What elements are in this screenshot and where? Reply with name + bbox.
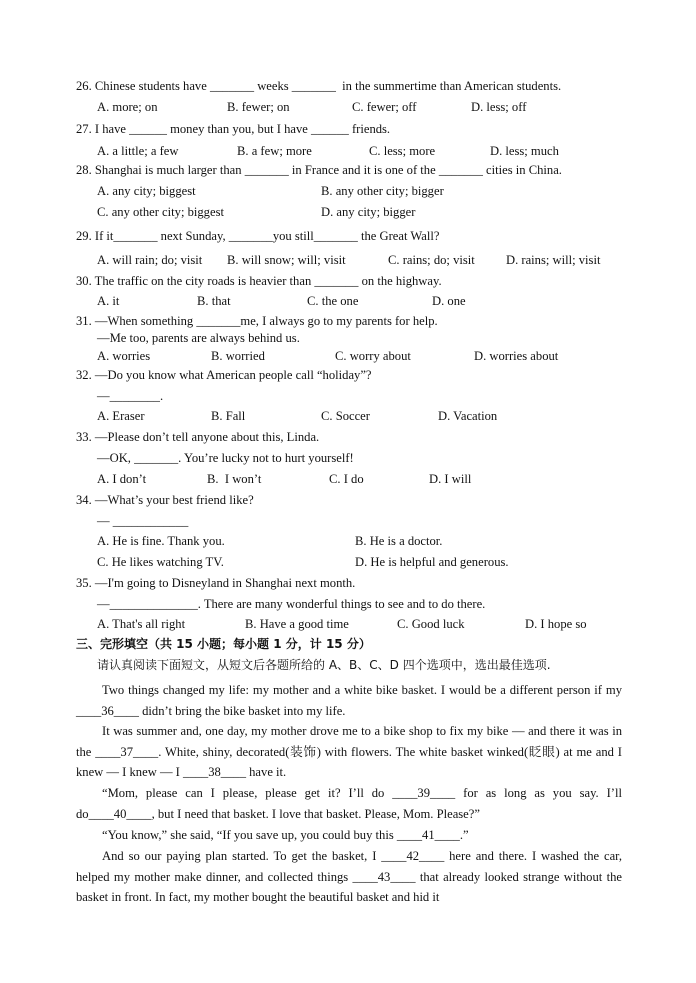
q34-option-a[interactable]: A. He is fine. Thank you. [97,534,225,548]
q31-option-d[interactable]: D. worries about [474,349,559,363]
passage-paragraph-5: And so our paying plan started. To get the basket, I ____42____ here and there. I washed the car, helped my mother make dinner, and collected things ____43____ that already looked strange without the basket in front. In fact, my mother bought the beautiful basket and hid it [76,849,622,904]
q31-option-a[interactable]: A. worries [97,349,151,363]
section-instruction: 请认真阅读下面短文，从短文后各题所给的 A、B、C、D 四个选项中，选出最佳选项. [97,658,551,672]
q28-option-c[interactable]: C. any other city; biggest [97,205,224,219]
q29-option-b[interactable]: B. will snow; will; visit [227,253,346,267]
q28-option-d[interactable]: D. any city; bigger [321,205,416,219]
q30-option-a[interactable]: A. it [97,294,120,308]
question-31-reply: —Me too, parents are always behind us. [97,331,300,345]
q34-option-d[interactable]: D. He is helpful and generous. [355,555,509,569]
question-33-stem: 33. —Please don’t tell anyone about this, Linda. [76,430,320,444]
q29-option-c[interactable]: C. rains; do; visit [388,253,475,267]
q28-option-b[interactable]: B. any other city; bigger [321,184,444,198]
q29-option-d[interactable]: D. rains; will; visit [506,253,601,267]
q33-option-d[interactable]: D. I will [429,472,472,486]
question-31-stem: 31. —When something _______me, I always go to my parents for help. [76,314,438,328]
q33-option-c[interactable]: C. I do [329,472,364,486]
question-29-stem: 29. If it_______ next Sunday, _______you still_______ the Great Wall? [76,229,440,243]
q27-option-d[interactable]: D. less; much [490,144,559,158]
question-32-reply: —________. [97,389,164,403]
passage-paragraph-1: Two things changed my life: my mother and a white bike basket. I would be a different person if my ____36____ didn’t bring the bike basket into my life. [76,683,622,718]
q30-option-d[interactable]: D. one [432,294,466,308]
question-35-reply: —______________. There are many wonderful things to see and to do there. [97,597,486,611]
q26-option-c[interactable]: C. fewer; off [352,100,417,114]
question-33-reply: —OK, _______. You’re lucky not to hurt yourself! [97,451,354,465]
q34-option-b[interactable]: B. He is a doctor. [355,534,443,548]
q26-option-a[interactable]: A. more; on [97,100,158,114]
question-34-reply: — ____________ [97,514,189,528]
question-32-stem: 32. —Do you know what American people call “holiday”? [76,368,372,382]
q30-option-b[interactable]: B. that [197,294,231,308]
q35-option-b[interactable]: B. Have a good time [245,617,349,631]
q32-option-a[interactable]: A. Eraser [97,409,145,423]
q35-option-d[interactable]: D. I hope so [525,617,587,631]
q32-option-b[interactable]: B. Fall [211,409,246,423]
q27-option-a[interactable]: A. a little; a few [97,144,179,158]
q27-option-b[interactable]: B. a few; more [237,144,312,158]
q35-option-a[interactable]: A. That's all right [97,617,186,631]
question-27-stem: 27. I have ______ money than you, but I have ______ friends. [76,122,391,136]
q32-option-c[interactable]: C. Soccer [321,409,370,423]
q33-option-b[interactable]: B. I won’t [207,472,262,486]
q33-option-a[interactable]: A. I don’t [97,472,147,486]
passage-paragraph-3: “Mom, please can I please, please get it? I’ll do ____39____ for as long as you say. I’ll do____40____, but I need that basket. I love that basket. Please, Mom. Please?” [76,786,622,821]
q27-option-c[interactable]: C. less; more [369,144,436,158]
question-30-stem: 30. The traffic on the city roads is heavier than _______ on the highway. [76,274,442,288]
q29-option-a[interactable]: A. will rain; do; visit [97,253,203,267]
q31-option-b[interactable]: B. worried [211,349,265,363]
question-28-stem: 28. Shanghai is much larger than _______ in France and it is one of the _______ cities in China. [76,163,562,177]
q30-option-c[interactable]: C. the one [307,294,359,308]
question-26-stem: 26. Chinese students have _______ weeks _______ in the summertime than American students. [76,79,562,93]
q34-option-c[interactable]: C. He likes watching TV. [97,555,224,569]
q28-option-a[interactable]: A. any city; biggest [97,184,196,198]
passage-paragraph-2: It was summer and, one day, my mother drove me to a bike shop to fix my bike — and there it was in the ____37____. White, shiny, decorated(装饰) with flowers. The white basket winked(眨眼) at me and I knew — I knew — I ____38____ have it. [76,724,622,779]
q26-option-d[interactable]: D. less; off [471,100,527,114]
passage-paragraph-4: “You know,” she said, “If you save up, you could buy this ____41____.” [102,828,469,842]
q26-option-b[interactable]: B. fewer; on [227,100,290,114]
section-title: 三、完形填空（共 15 小题；每小题 1 分，计 15 分） [76,637,371,651]
q35-option-c[interactable]: C. Good luck [397,617,465,631]
question-34-stem: 34. —What’s your best friend like? [76,493,254,507]
question-35-stem: 35. —I'm going to Disneyland in Shanghai next month. [76,576,356,590]
q32-option-d[interactable]: D. Vacation [438,409,498,423]
q31-option-c[interactable]: C. worry about [335,349,411,363]
